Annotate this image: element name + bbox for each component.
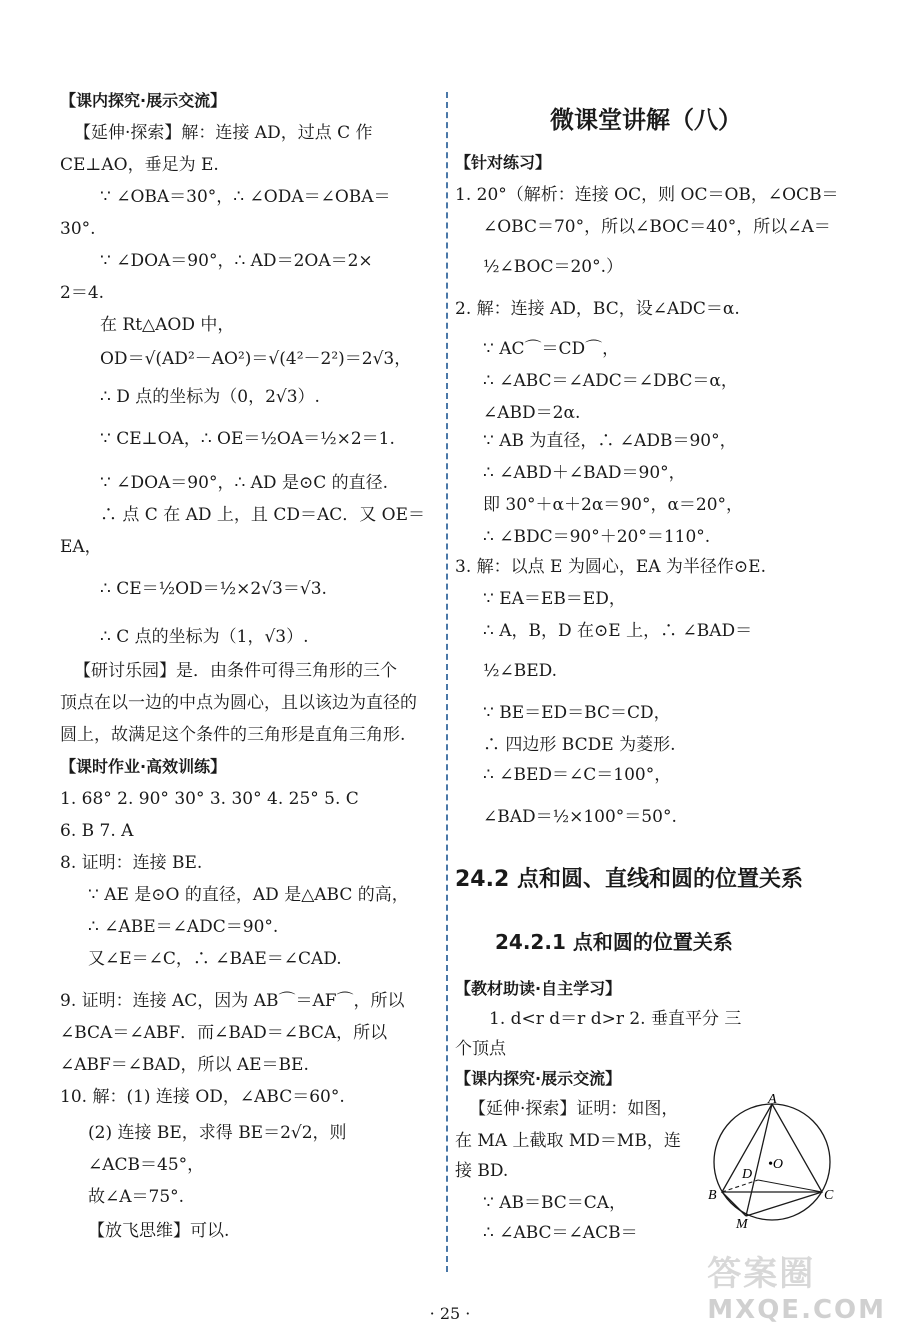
text-line: EA， [60,537,102,557]
watermark [707,1246,886,1325]
text-line: (2) 连接 BE，求得 BE＝2√2，则 [88,1123,347,1143]
watermark-title: 答案圈 [707,1254,816,1294]
text-line: ∠OBC＝70°，所以∠BOC＝40°，所以∠A＝ [483,217,831,237]
text-line: 9. 证明：连接 AC，因为 AB⌒＝AF⌒，所以 [60,991,405,1011]
text-line: ∵ ∠DOA＝90°，∴ AD＝2OA＝2× [100,251,373,271]
text-line: 1. 20°（解析：连接 OC，则 OC＝OB，∠OCB＝ [455,185,839,205]
text-line: ∴ CE＝½OD＝½×2√3＝√3. [100,579,327,599]
label-A: A [768,1094,777,1107]
text-line: ∴ A，B，D 在⊙E 上，∴ ∠BAD＝ [483,621,753,641]
section-heading: 【课内探究·展示交流】 [455,1069,622,1088]
text-line: 【延伸·探索】解：连接 AD，过点 C 作 [74,123,373,143]
text-line: ∴ 四边形 BCDE 为菱形. [483,735,676,755]
text-line: ∴ 点 C 在 AD 上，且 CD＝AC．又 OE＝ [100,505,426,525]
text-line: ½∠BOC＝20°.） [483,257,624,277]
text-line: ∠ABF＝∠BAD，所以 AE＝BE. [60,1055,309,1075]
segment-CM [746,1192,822,1216]
text-line: 8. 证明：连接 BE. [60,853,203,873]
section-heading: 【课时作业·高效训练】 [60,757,227,776]
text-line: ∴ ∠ABC＝∠ACB＝ [483,1223,638,1243]
text-line: ∵ AE 是⊙O 的直径，AD 是△ABC 的高， [88,885,409,905]
answer-line: 6. B 7. A [60,821,134,841]
text-line: ∴ ∠ABE＝∠ADC＝90°. [88,917,279,937]
section-title: 24.2 点和圆、直线和圆的位置关系 [455,867,803,892]
text-line: ∵ CE⊥OA，∴ OE＝½OA＝½×2＝1. [100,429,395,449]
text-line: 顶点在以一边的中点为圆心，且以该边为直径的 [60,693,417,713]
text-line: ∴ D 点的坐标为（0，2√3）. [100,387,320,407]
text-line: 【放飞思维】可以. [88,1221,230,1241]
label-D: D [742,1167,753,1182]
page-number: · 25 · [429,1304,471,1323]
text-line: ∵ BE＝ED＝BC＝CD， [483,703,671,723]
text-line: 在 MA 上截取 MD＝MB，连 [455,1131,681,1151]
text-line: ∴ ∠ABC＝∠ADC＝∠DBC＝α， [483,371,738,391]
label-C: C [824,1188,834,1203]
circle-triangle-figure [706,1094,846,1230]
text-line: ∠ACB＝45°， [88,1155,205,1175]
watermark-url: MXQE.COM [707,1295,886,1325]
text-line: ∴ ∠BED＝∠C＝100°， [483,765,672,785]
text-line: 10. 解：(1) 连接 OD，∠ABC＝60°. [60,1087,345,1107]
section-heading: 【针对练习】 [455,153,552,172]
text-line: 【延伸·探索】证明：如图， [469,1099,679,1119]
column-divider [446,92,448,1272]
text-line: ∠BAD＝½×100°＝50°. [483,807,677,827]
label-B: B [708,1188,717,1203]
text-line: ∵ AC⌒＝CD⌒， [483,339,620,359]
subsection-title: 24.2.1 点和圆的位置关系 [495,930,733,954]
text-line: ∵ AB 为直径，∴ ∠ADB＝90°， [483,431,737,451]
label-O: •O [768,1157,784,1172]
text-line: OD＝√(AD²－AO²)＝√(4²－2²)＝2√3， [100,349,412,369]
answer-line: 1. 68° 2. 90° 30° 3. 30° 4. 25° 5. C [60,789,359,809]
text-line: ∠ABD＝2α. [483,403,581,423]
text-line: ½∠BED. [483,661,558,681]
text-line: 30°. [60,219,96,239]
text-line: CE⊥AO，垂足为 E. [60,155,219,175]
text-line: 又∠E＝∠C，∴ ∠BAE＝∠CAD. [88,949,342,969]
text-line: ∵ EA＝EB＝ED， [483,589,626,609]
section-heading: 【课内探究·展示交流】 [60,91,227,110]
text-line: 即 30°＋α＋2α＝90°，α＝20°， [483,495,744,515]
text-line: 在 Rt△AOD 中， [100,315,235,335]
segment-BM [722,1192,746,1216]
segment-DC [758,1180,822,1192]
text-line: ∵ AB＝BC＝CA， [483,1193,627,1213]
text-line: 个顶点 [455,1039,506,1059]
text-line: ∠BCA＝∠ABF．而∠BAD＝∠BCA，所以 [60,1023,388,1043]
text-line: 3. 解：以点 E 为圆心，EA 为半径作⊙E. [455,557,766,577]
text-line: ∴ ∠BDC＝90°＋20°＝110°. [483,527,711,547]
text-line: ∴ ∠ABD＋∠BAD＝90°， [483,463,686,483]
text-line: ∵ ∠DOA＝90°，∴ AD 是⊙C 的直径. [100,473,389,493]
label-M: M [736,1217,748,1230]
text-line: 【研讨乐园】是．由条件可得三角形的三个 [74,661,397,681]
text-line: ∴ C 点的坐标为（1，√3）. [100,627,309,647]
text-line: 故∠A＝75°. [88,1187,185,1207]
text-line: 2. 解：连接 AD，BC，设∠ADC＝α. [455,299,740,319]
text-line: 接 BD. [455,1161,509,1181]
equilateral-triangle [722,1104,822,1192]
text-line: 2＝4. [60,283,105,303]
section-heading: 【教材助读·自主学习】 [455,979,622,998]
answer-line: 1. d<r d＝r d>r 2. 垂直平分 三 [489,1009,742,1029]
lecture-title: 微课堂讲解（八） [550,106,742,134]
text-line: 圆上，故满足这个条件的三角形是直角三角形. [60,725,406,745]
text-line: ∵ ∠OBA＝30°，∴ ∠ODA＝∠OBA＝ [100,187,391,207]
